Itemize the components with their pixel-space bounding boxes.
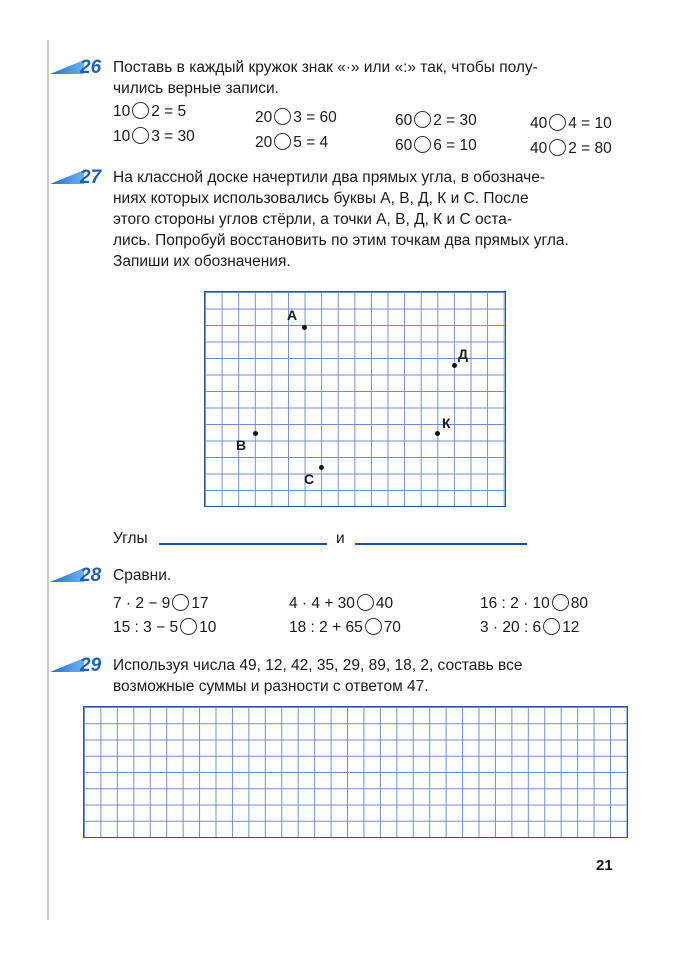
task-26-line: Поставь в каждый кружок знак «·» или «:» так, чтобы полу-: [113, 59, 538, 76]
answer-circle[interactable]: [132, 127, 149, 144]
and-label: и: [336, 530, 345, 547]
equation: 40 2 = 80: [530, 140, 612, 157]
answer-circle[interactable]: [549, 114, 566, 131]
comparison: 15 : 3 − 5 10: [113, 619, 217, 636]
answer-circle[interactable]: [552, 594, 569, 611]
equation: 20 3 = 60: [255, 109, 337, 126]
equation: 60 6 = 10: [395, 137, 477, 154]
answer-circle[interactable]: [180, 618, 197, 635]
task-27-line: ниях которых использовались буквы А, В, Д, К и С. После: [113, 190, 529, 207]
point-v-label: В: [236, 437, 247, 453]
answer-circle[interactable]: [172, 594, 189, 611]
task-29-number: 29: [80, 655, 102, 676]
page-margin-line: [47, 40, 49, 920]
point-d-label: Д: [458, 346, 468, 362]
point-s: [319, 465, 324, 470]
point-s-label: С: [304, 471, 315, 487]
angle-answer-blank-2[interactable]: [355, 543, 527, 545]
answer-circle[interactable]: [274, 108, 291, 125]
comparison: 16 : 2 · 10 80: [480, 595, 589, 612]
angles-label: Углы: [113, 530, 148, 547]
task-27-text: [113, 167, 623, 272]
comparison: 18 : 2 + 65 70: [289, 619, 401, 636]
task-27-line: этого стороны углов стёрли, а точки А, В, Д, К и С оста-: [113, 211, 513, 228]
task-marker-icon: [50, 60, 84, 74]
task-26-text: [113, 57, 623, 99]
task-26-line: чились верные записи.: [113, 80, 279, 97]
angle-answer-blank-1[interactable]: [159, 543, 327, 545]
answer-circle[interactable]: [549, 139, 566, 156]
comparison: 7 · 2 − 9 17: [113, 595, 209, 612]
answer-circle[interactable]: [414, 111, 431, 128]
comparison: 3 · 20 : 6 12: [480, 619, 580, 636]
point-k-label: К: [442, 415, 451, 431]
answer-circle[interactable]: [365, 618, 382, 635]
task-26-number: 26: [80, 57, 102, 78]
task-29-line: Используя числа 49, 12, 42, 35, 29, 89, 18, 2, составь все: [113, 657, 523, 674]
task-29-line: возможные суммы и разности с ответом 47.: [113, 678, 429, 695]
task-28-number: 28: [80, 565, 102, 586]
point-a-label: А: [287, 307, 298, 323]
equation: 40 4 = 10: [530, 115, 612, 132]
task-marker-icon: [50, 170, 84, 184]
answer-circle[interactable]: [414, 136, 431, 153]
point-k: [435, 431, 440, 436]
equation: 20 5 = 4: [255, 134, 329, 151]
equation: 10 2 = 5: [113, 103, 187, 120]
answer-circle[interactable]: [132, 102, 149, 119]
task-27-number: 27: [80, 167, 102, 188]
task-27-line: Запиши их обозначения.: [113, 253, 291, 270]
answer-grid[interactable]: [83, 706, 628, 838]
point-v: [253, 431, 258, 436]
task-28-title: Сравни.: [113, 567, 172, 584]
answer-circle[interactable]: [357, 594, 374, 611]
task-marker-icon: [50, 658, 84, 672]
answer-circle[interactable]: [274, 133, 291, 150]
task-29-text: [113, 655, 623, 697]
answer-circle[interactable]: [543, 618, 560, 635]
task-27-line: На классной доске начертили два прямых угла, в обозначе-: [113, 169, 546, 186]
task-marker-icon: [50, 568, 84, 582]
equation: 10 3 = 30: [113, 128, 195, 145]
task-27-line: лись. Попробуй восстановить по этим точкам два прямых угла.: [113, 232, 569, 249]
angles-answer-row: [113, 530, 148, 548]
page-number: 21: [596, 857, 613, 874]
equation: 60 2 = 30: [395, 112, 477, 129]
points-grid[interactable]: [204, 291, 506, 507]
point-d: [452, 363, 457, 368]
point-a: [302, 325, 307, 330]
comparison: 4 · 4 + 30 40: [289, 595, 394, 612]
